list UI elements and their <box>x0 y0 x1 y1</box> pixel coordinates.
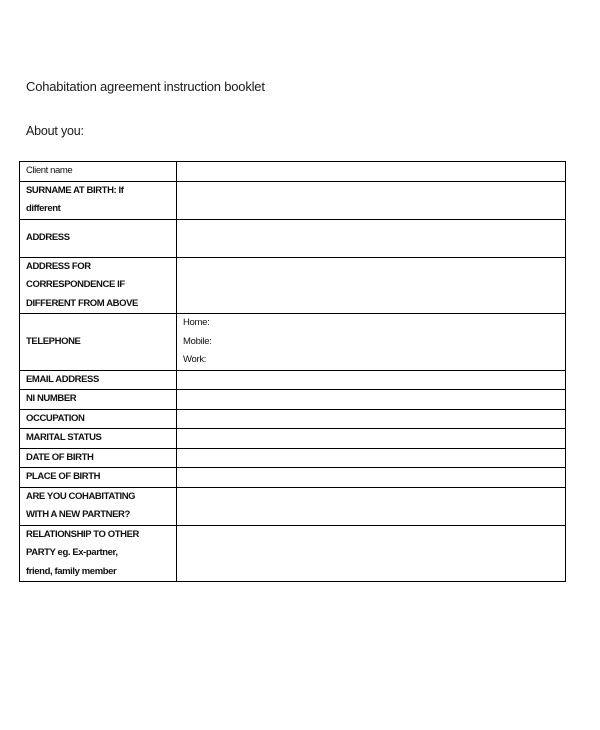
form-row <box>20 219 566 257</box>
form-row <box>20 162 566 182</box>
field-label <box>20 181 177 219</box>
about-you-form-table <box>19 161 566 582</box>
field-label-line: CORRESPONDENCE IF <box>26 279 125 290</box>
field-label <box>20 487 177 525</box>
field-value[interactable] <box>177 409 566 429</box>
field-label-line: PARTY eg. Ex-partner, <box>26 547 118 558</box>
field-label-line: RELATIONSHIP TO OTHER <box>26 528 139 540</box>
field-label-line: friend, family member <box>26 565 117 577</box>
field-label <box>20 219 177 257</box>
field-label <box>20 390 177 410</box>
field-label <box>20 525 177 582</box>
field-label-line: ADDRESS <box>26 231 70 243</box>
form-row <box>20 181 566 219</box>
field-label-line: TELEPHONE <box>26 335 81 347</box>
field-label <box>20 448 177 468</box>
field-value[interactable] <box>177 390 566 410</box>
document-title: Cohabitation agreement instruction booklet <box>26 79 265 94</box>
field-label-line: NI NUMBER <box>26 393 77 404</box>
field-value[interactable] <box>177 219 566 257</box>
form-table-body <box>20 162 566 582</box>
telephone-sub-label: Mobile: <box>183 335 212 347</box>
field-label-line: ARE YOU COHABITATING <box>26 490 136 502</box>
form-row <box>20 370 566 390</box>
field-label <box>20 370 177 390</box>
form-row <box>20 314 566 371</box>
field-value[interactable] <box>177 448 566 468</box>
field-label <box>20 409 177 429</box>
form-row <box>20 525 566 582</box>
form-row <box>20 257 566 314</box>
field-label-line: PLACE OF BIRTH <box>26 471 101 482</box>
section-heading: About you: <box>26 124 84 138</box>
field-label <box>20 314 177 371</box>
field-value[interactable] <box>177 162 566 182</box>
form-row <box>20 390 566 410</box>
form-row <box>20 487 566 525</box>
field-label-line: SURNAME AT BIRTH: If <box>26 184 124 196</box>
field-value[interactable] <box>177 487 566 525</box>
field-label-line: DIFFERENT FROM ABOVE <box>26 297 138 309</box>
field-value[interactable] <box>177 181 566 219</box>
field-value[interactable] <box>177 525 566 582</box>
field-value[interactable] <box>177 429 566 449</box>
telephone-sub-label: Work: <box>183 354 207 365</box>
field-label-line: DATE OF BIRTH <box>26 451 94 463</box>
field-label-line: EMAIL ADDRESS <box>26 373 99 385</box>
field-label-line: OCCUPATION <box>26 412 85 424</box>
field-label-line: Client name <box>26 165 73 176</box>
telephone-sub-label: Home: <box>183 317 210 328</box>
field-label-line: WITH A NEW PARTNER? <box>26 509 130 520</box>
field-value[interactable] <box>177 468 566 488</box>
field-label <box>20 429 177 449</box>
field-value[interactable] <box>177 370 566 390</box>
field-label <box>20 468 177 488</box>
field-label-line: MARITAL STATUS <box>26 432 102 443</box>
field-label <box>20 257 177 314</box>
field-value[interactable] <box>177 257 566 314</box>
field-label-line: different <box>26 203 61 214</box>
field-label-line: ADDRESS FOR <box>26 260 91 272</box>
field-label <box>20 162 177 182</box>
field-value[interactable] <box>177 314 566 371</box>
form-row <box>20 448 566 468</box>
form-row <box>20 468 566 488</box>
form-row <box>20 409 566 429</box>
form-row <box>20 429 566 449</box>
